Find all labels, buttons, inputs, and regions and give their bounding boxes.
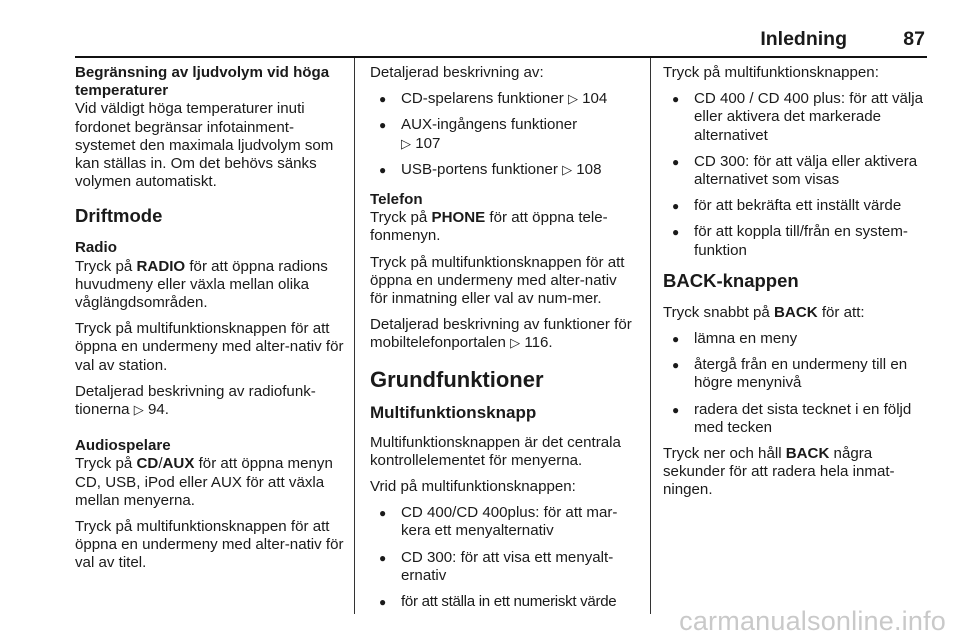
multifunction-heading: Multifunktionsknapp [370,402,537,422]
list-item: ● CD 400 / CD 400 plus: för att välja eller aktivera det markerade alternativet [663,90,927,145]
audio-paragraph-2: Tryck på multifunktionsknappen för att öppna en undermeny med alter-nativ för val av titel. [75,518,344,572]
list-item: ● USB-portens funktioner ▷ 108 [370,161,638,179]
radio-paragraph-1: Tryck på RADIO för att öppna radions huvudmeny eller växla mellan olika våglängdsområden. [75,257,328,312]
page-title: Inledning [760,28,847,50]
list-item: ● CD-spelarens funktioner ▷ 104 [370,90,638,108]
driftmode-heading: Driftmode [75,205,163,227]
back-list [663,330,927,437]
rotate-list [370,504,638,611]
press-intro: Tryck på multifunktionsknappen: [663,64,879,81]
temperature-heading: Begränsning av ljudvolym vid höga temperaturer [75,64,330,100]
page-ref-icon: ▷ [133,402,144,418]
telefon-paragraph-3: Detaljerad beskrivning av funktioner för mobiltelefonportalen ▷ 116. [370,316,632,352]
list-item: ● radera det sista tecknet i en följd med tecken [663,401,927,437]
radio-paragraph-2: Tryck på multifunktionsknappen för att öppna en undermeny med alter-nativ för val av station. [75,320,344,374]
page-header [75,26,927,56]
watermark: carmanualsonline.info [679,606,946,636]
page-ref-icon: ▷ [401,135,411,151]
telefon-paragraph-1: Tryck på PHONE för att öppna tele-fonmenyn. [370,209,608,245]
page-ref-icon: ▷ [567,91,578,107]
page-ref-icon: ▷ [562,161,573,177]
details-intro: Detaljerad beskrivning av: [370,64,544,81]
column-3 [663,64,927,508]
back-paragraph-2: Tryck ner och håll BACK några sekunder för att radera hela inmat-ningen. [663,445,895,499]
list-item: ● CD 300: för att visa ett menyalt-ernativ [370,549,638,585]
radio-key-label: RADIO [136,257,186,275]
page-number: 87 [903,28,925,50]
grundfunktioner-heading: Grundfunktioner [370,366,544,392]
multifunction-paragraph-2: Vrid på multifunktionsknappen: [370,478,576,496]
column-divider-1 [354,58,355,614]
list-item: ● för att koppla till/från en system-funktion [663,223,927,259]
header-rule [75,56,927,58]
radio-heading: Radio [75,239,117,257]
column-2 [370,64,638,619]
telefon-paragraph-2: Tryck på multifunktionsknappen för att öppna en undermeny med alter-nativ för inmatning eller val av num-mer. [370,253,625,308]
radio-paragraph-3: Detaljerad beskrivning av radiofunk-tionerna ▷ 94. [75,382,316,419]
back-heading: BACK-knappen [663,269,799,291]
list-item: ● lämna en meny [663,330,927,348]
press-list [663,90,927,260]
list-item: ● för att bekräfta ett inställt värde [663,197,927,215]
audio-heading: Audiospelare [75,437,171,455]
column-divider-2 [650,58,651,614]
temperature-text: Vid väldigt höga temperaturer inuti fordonet begränsar infotainment-systemet den maximala ljudvolym som kan ställas in. Om det behövs sänks volymen automatiskt. [75,100,334,191]
list-item: ● CD 300: för att välja eller aktivera alternativet som visas [663,153,927,189]
multifunction-paragraph-1: Multifunktionsknappen är det centrala kontrollelementet för menyerna. [370,433,621,469]
list-item: ● återgå från en undermeny till en högre menynivå [663,356,927,392]
audio-paragraph-1: Tryck på CD/AUX för att öppna menyn CD, USB, iPod eller AUX för att växla mellan menyerna. [75,455,333,509]
page-ref-icon: ▷ [510,335,521,351]
back-paragraph-1: Tryck snabbt på BACK för att: [663,303,865,321]
list-item: ● för att ställa in ett numeriskt värde [370,593,638,611]
list-item: ● CD 400/CD 400plus: för att mar-kera ett menyalternativ [370,504,638,540]
column-1 [75,64,345,581]
telefon-heading: Telefon [370,191,423,209]
list-item: ● AUX-ingångens funktioner ▷ 107 [370,116,638,152]
details-list [370,90,638,179]
